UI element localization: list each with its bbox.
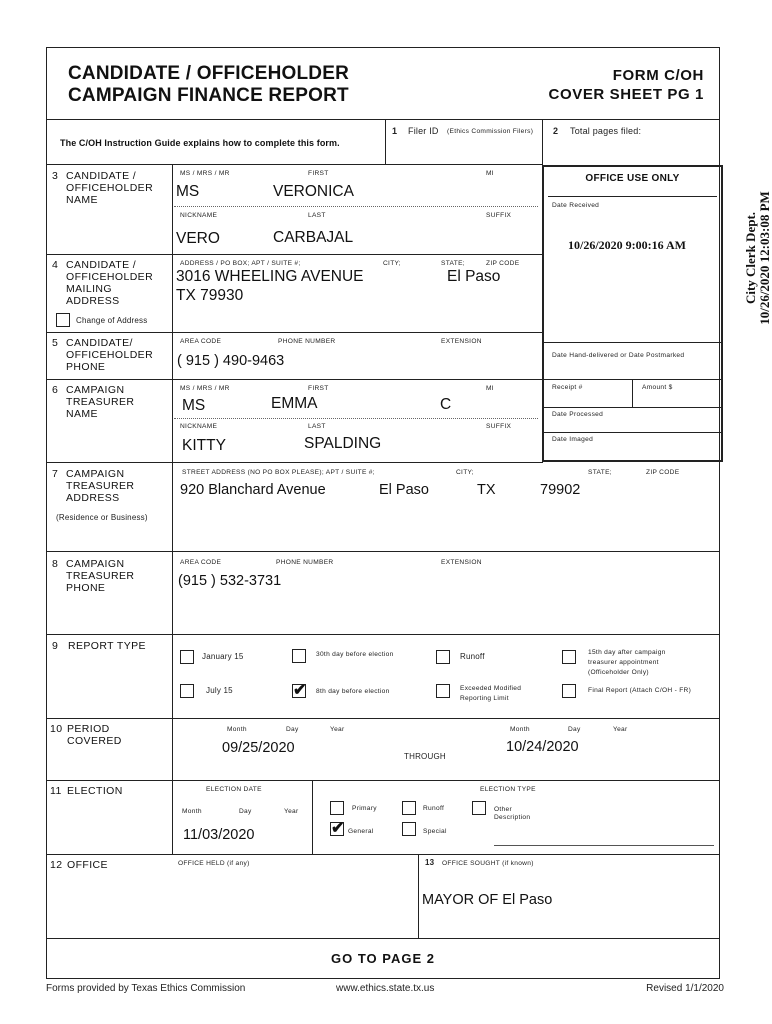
election-date-label: ELECTION DATE [206, 786, 262, 793]
treasurer-mi-field[interactable]: C [440, 396, 452, 413]
section9-label: REPORT TYPE [68, 640, 146, 652]
s5-col-ext: EXTENSION [441, 338, 482, 345]
period-through-label: THROUGH [404, 752, 446, 761]
section6-number: 6 [52, 384, 59, 396]
election-general-label: General [348, 828, 374, 835]
report-type-exceeded-checkbox[interactable] [436, 684, 450, 698]
report-type-january15-checkbox[interactable] [180, 650, 194, 664]
hand-delivered-label: Date Hand-delivered or Date Postmarked [552, 352, 685, 359]
total-pages-number: 2 [553, 126, 559, 136]
section6-label-line2: TREASURER [66, 396, 135, 408]
s6-col-last: LAST [308, 423, 326, 430]
s6-col-nickname: NICKNAME [180, 423, 218, 430]
footer-revised: Revised 1/1/2020 [646, 983, 724, 994]
s6-col-title: MS / MRS / MR [180, 385, 230, 392]
section9-number: 9 [52, 640, 59, 652]
s8-col-area: AREA CODE [180, 559, 222, 566]
s6-col-suffix: SUFFIX [486, 423, 512, 430]
section12-number: 12 [50, 859, 63, 871]
election-type-label: ELECTION TYPE [480, 786, 536, 793]
instruction-note: The C/OH Instruction Guide explains how to complete this form. [60, 138, 340, 148]
s4-col-city: CITY; [383, 260, 401, 267]
section5-label-line3: PHONE [66, 361, 106, 373]
candidate-first-name-field[interactable]: VERONICA [273, 183, 354, 200]
election-other-line2: Description [494, 814, 531, 821]
candidate-street-field[interactable]: 3016 WHEELING AVENUE [176, 268, 364, 285]
change-of-address-checkbox[interactable] [56, 313, 70, 327]
total-pages-label: Total pages filed: [570, 126, 642, 136]
candidate-last-name-field[interactable]: CARBAJAL [273, 229, 354, 246]
office-sought-field[interactable]: MAYOR OF El Paso [422, 892, 553, 908]
candidate-state-zip-field[interactable]: TX 79930 [176, 287, 244, 304]
date-received-value: 10/26/2020 9:00:16 AM [568, 238, 686, 252]
go-to-page-2: GO TO PAGE 2 [331, 951, 435, 966]
clerk-received-stamp: City Clerk Dept. 10/26/2020 12:03:08 PM [743, 191, 772, 325]
section8-number: 8 [52, 558, 59, 570]
section4-label-line1: CANDIDATE / [66, 259, 137, 271]
report-type-30day-checkbox[interactable] [292, 649, 306, 663]
section6-label-line1: CAMPAIGN [66, 384, 125, 396]
section11-number: 11 [50, 785, 62, 797]
section7-label-line3: ADDRESS [66, 492, 120, 504]
treasurer-city-field[interactable]: El Paso [379, 482, 429, 498]
section13-number: 13 [425, 858, 435, 867]
section4-label-line4: ADDRESS [66, 295, 120, 307]
election-primary-checkbox[interactable] [330, 801, 344, 815]
election-primary-label: Primary [352, 805, 377, 812]
section7-label-note: (Residence or Business) [56, 513, 148, 522]
section10-number: 10 [50, 723, 63, 735]
election-runoff-checkbox[interactable] [402, 801, 416, 815]
s3-col-suffix: SUFFIX [486, 212, 512, 219]
section5-label-line1: CANDIDATE/ [66, 337, 133, 349]
form-title-line1: CANDIDATE / OFFICEHOLDER [68, 63, 349, 84]
treasurer-last-name-field[interactable]: SPALDING [304, 435, 382, 452]
s7-col-city: CITY; [456, 469, 474, 476]
footer-website-link[interactable]: www.ethics.state.tx.us [336, 983, 435, 994]
section7-label-line1: CAMPAIGN [66, 468, 125, 480]
section5-label-line2: OFFICEHOLDER [66, 349, 154, 361]
section3-label-line3: NAME [66, 194, 98, 206]
section10-label-line2: COVERED [67, 735, 122, 747]
s3-col-last: LAST [308, 212, 326, 219]
report-type-runoff-checkbox[interactable] [436, 650, 450, 664]
section11-label: ELECTION [67, 785, 123, 797]
period-to-field[interactable]: 10/24/2020 [506, 739, 579, 755]
form-title-line2: CAMPAIGN FINANCE REPORT [68, 85, 349, 106]
report-type-8day-checkbox[interactable] [292, 684, 306, 698]
footer-provider: Forms provided by Texas Ethics Commission [46, 983, 246, 994]
form-name: FORM C/OH [612, 67, 704, 84]
s10-to-year-label: Year [613, 726, 628, 733]
change-of-address-label: Change of Address [76, 316, 148, 325]
s8-col-phone: PHONE NUMBER [276, 559, 334, 566]
section4-label-line2: OFFICEHOLDER [66, 271, 154, 283]
s4-col-state: STATE; [441, 260, 465, 267]
report-type-30day-label: 30th day before election [316, 651, 394, 658]
report-type-runoff-label: Runoff [460, 652, 485, 661]
period-from-field[interactable]: 09/25/2020 [222, 740, 295, 756]
treasurer-state-field[interactable]: TX [477, 482, 496, 498]
section3-label-line1: CANDIDATE / [66, 170, 137, 182]
office-sought-label: OFFICE SOUGHT (if known) [442, 860, 534, 867]
candidate-city-field[interactable]: El Paso [447, 268, 501, 285]
election-special-checkbox[interactable] [402, 822, 416, 836]
election-other-checkbox[interactable] [472, 801, 486, 815]
s10-to-day-label: Day [568, 726, 581, 733]
report-type-january15-label: January 15 [202, 652, 244, 661]
report-type-final-label: Final Report (Attach C/OH - FR) [588, 687, 692, 694]
section10-label-line1: PERIOD [67, 723, 110, 735]
treasurer-street-field[interactable]: 920 Blanchard Avenue [180, 482, 326, 498]
candidate-phone-field[interactable]: ( 915 ) 490-9463 [177, 353, 285, 369]
s10-from-month-label: Month [227, 726, 247, 733]
form-subtitle: COVER SHEET PG 1 [548, 86, 704, 103]
section8-label-line3: PHONE [66, 582, 106, 594]
receipt-number-label: Receipt # [552, 384, 583, 391]
treasurer-first-name-field[interactable]: EMMA [271, 395, 318, 412]
s5-col-area: AREA CODE [180, 338, 222, 345]
s6-col-first: FIRST [308, 385, 329, 392]
check-mark-icon: ✔ [331, 820, 345, 837]
s7-col-zip: ZIP CODE [646, 469, 680, 476]
s10-to-month-label: Month [510, 726, 530, 733]
report-type-july15-checkbox[interactable] [180, 684, 194, 698]
s6-col-mi: MI [486, 385, 494, 392]
s3-col-mi: MI [486, 170, 494, 177]
s3-col-title: MS / MRS / MR [180, 170, 230, 177]
section12-label: OFFICE [67, 859, 108, 871]
s10-from-day-label: Day [286, 726, 299, 733]
total-pages-field[interactable] [570, 142, 710, 160]
s11-year-label: Year [284, 808, 299, 815]
s4-col-zip: ZIP CODE [486, 260, 520, 267]
report-type-final-checkbox[interactable] [562, 684, 576, 698]
section8-label-line1: CAMPAIGN [66, 558, 125, 570]
s11-month-label: Month [182, 808, 202, 815]
report-type-15day-checkbox[interactable] [562, 650, 576, 664]
section4-label-line3: MAILING [66, 283, 112, 295]
s3-col-first: FIRST [308, 170, 329, 177]
office-held-label: OFFICE HELD (if any) [178, 860, 250, 867]
s10-from-year-label: Year [330, 726, 345, 733]
report-type-exceeded-line1: Exceeded Modified [460, 685, 522, 692]
section8-label-line2: TREASURER [66, 570, 135, 582]
s3-col-nickname: NICKNAME [180, 212, 218, 219]
report-type-15day-line2: treasurer appointment [588, 659, 659, 666]
election-special-label: Special [423, 828, 447, 835]
section4-number: 4 [52, 259, 59, 271]
election-date-field[interactable]: 11/03/2020 [183, 827, 255, 843]
s7-col-state: STATE; [588, 469, 612, 476]
section3-number: 3 [52, 170, 59, 182]
office-held-field[interactable] [178, 875, 414, 935]
treasurer-zip-field[interactable]: 79902 [540, 482, 581, 498]
report-type-8day-label: 8th day before election [316, 688, 390, 695]
candidate-title-field[interactable]: MS [176, 183, 200, 200]
section7-label-line2: TREASURER [66, 480, 135, 492]
s8-col-ext: EXTENSION [441, 559, 482, 566]
election-general-checkbox[interactable] [330, 822, 344, 836]
section7-number: 7 [52, 468, 59, 480]
section5-number: 5 [52, 337, 59, 349]
report-type-exceeded-line2: Reporting Limit [460, 695, 509, 702]
filer-id-label: Filer ID [408, 126, 439, 136]
date-imaged-label: Date Imaged [552, 436, 594, 443]
report-type-15day-line3: (Officeholder Only) [588, 669, 649, 676]
s4-col-address: ADDRESS / PO BOX; APT / SUITE #; [180, 260, 301, 267]
report-type-15day-line1: 15th day after campaign [588, 649, 666, 656]
date-processed-label: Date Processed [552, 411, 604, 418]
report-type-july15-label: July 15 [206, 686, 233, 695]
office-use-heading: OFFICE USE ONLY [585, 173, 680, 184]
candidate-nickname-field[interactable]: VERO [176, 230, 220, 247]
election-runoff-label: Runoff [423, 805, 445, 812]
election-other-line1: Other [494, 806, 512, 813]
treasurer-title-field[interactable]: MS [182, 397, 206, 414]
date-received-label: Date Received [552, 202, 600, 209]
filer-id-note: (Ethics Commission Filers) [447, 128, 534, 135]
s5-col-phone: PHONE NUMBER [278, 338, 336, 345]
section6-label-line3: NAME [66, 408, 98, 420]
treasurer-phone-field[interactable]: (915 ) 532-3731 [178, 573, 282, 589]
treasurer-nickname-field[interactable]: KITTY [182, 437, 226, 454]
s7-col-street: STREET ADDRESS (NO PO BOX PLEASE); APT / SUITE #; [182, 469, 375, 476]
filer-id-field[interactable] [408, 142, 536, 160]
check-mark-icon: ✔ [293, 682, 307, 699]
s11-day-label: Day [239, 808, 252, 815]
filer-id-number: 1 [392, 126, 398, 136]
amount-label: Amount $ [642, 384, 673, 391]
section3-label-line2: OFFICEHOLDER [66, 182, 154, 194]
